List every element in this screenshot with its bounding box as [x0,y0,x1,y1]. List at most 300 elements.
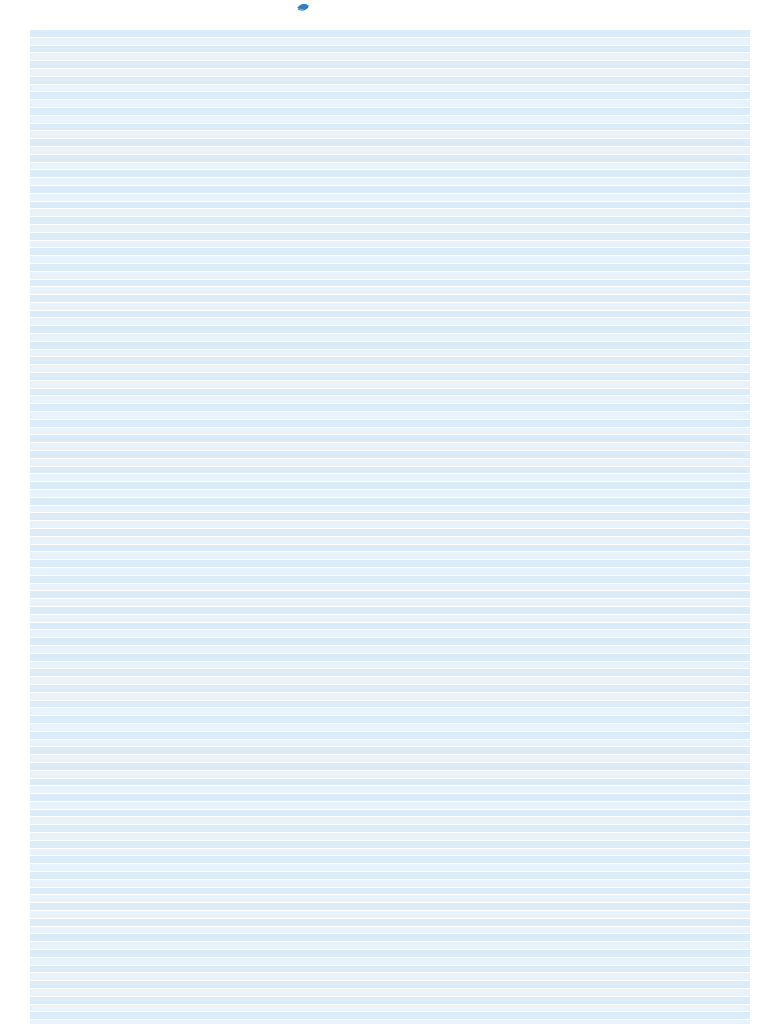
table-cell [664,420,744,427]
table-cell [664,584,744,591]
table-cell [664,264,744,271]
table-cell [36,256,236,263]
table-row [30,264,750,272]
table-cell [664,747,744,754]
table-cell [460,404,660,411]
table-cell [248,888,448,895]
table-cell [36,241,236,248]
table-row [30,623,750,631]
table-row [30,576,750,584]
table-cell [36,389,236,396]
table-row [30,428,750,436]
table-row [30,934,750,942]
table-cell [664,997,744,1004]
table-row [30,443,750,451]
table-cell [460,342,660,349]
table-row [30,685,750,693]
table-cell [36,108,236,115]
table-cell [248,607,448,614]
table-row [30,607,750,615]
table-cell [664,30,744,37]
table-cell [36,513,236,520]
table-row [30,849,750,857]
table-row [30,490,750,498]
table-row [30,584,750,592]
table-cell [460,389,660,396]
table-cell [248,248,448,255]
table-cell [248,763,448,770]
table-cell [36,404,236,411]
table-cell [460,763,660,770]
table-cell [460,927,660,934]
table-cell [460,903,660,910]
table-cell [664,459,744,466]
table-cell [460,311,660,318]
table-cell [248,241,448,248]
table-cell [664,740,744,747]
table-row [30,662,750,670]
table-cell [664,38,744,45]
table-cell [248,116,448,123]
table-cell [248,817,448,824]
table-cell [36,490,236,497]
table-cell [36,365,236,372]
table-cell [664,241,744,248]
column-header [36,23,236,30]
table-cell [36,272,236,279]
table-cell [460,794,660,801]
table-row [30,669,750,677]
table-row [30,498,750,506]
table-cell [248,350,448,357]
table-cell [664,389,744,396]
table-row [30,194,750,202]
table-row [30,833,750,841]
table-cell [460,373,660,380]
table-cell [664,973,744,980]
table-cell [36,357,236,364]
table-cell [36,638,236,645]
table-cell [460,61,660,68]
table-cell [36,202,236,209]
table-cell [248,295,448,302]
table-cell [36,1012,236,1019]
table-row [30,77,750,85]
table-row [30,459,750,467]
table-cell [460,357,660,364]
column-header [248,23,448,30]
table-row [30,856,750,864]
table-cell [248,973,448,980]
table-cell [248,225,448,232]
table-row [30,958,750,966]
table-cell [248,989,448,996]
table-row [30,170,750,178]
table-cell [36,326,236,333]
table-cell [36,958,236,965]
table-row [30,708,750,716]
table-cell [248,708,448,715]
table-row [30,178,750,186]
table-cell [36,521,236,528]
table-cell [460,264,660,271]
table-row [30,521,750,529]
table-cell [460,163,660,170]
table-cell [664,147,744,154]
table-cell [460,124,660,131]
table-cell [36,763,236,770]
table-cell [460,170,660,177]
table-cell [36,872,236,879]
table-cell [460,880,660,887]
table-cell [248,895,448,902]
table-cell [664,77,744,84]
table-row [30,864,750,872]
table-row [30,116,750,124]
table-cell [36,646,236,653]
table-cell [460,443,660,450]
table-cell [460,396,660,403]
table-cell [664,950,744,957]
table-row [30,779,750,787]
table-cell [460,708,660,715]
table-cell [248,155,448,162]
table-cell [664,451,744,458]
table-cell [36,529,236,536]
table-cell [460,623,660,630]
table-cell [664,545,744,552]
table-cell [248,69,448,76]
table-cell [248,428,448,435]
table-cell [248,373,448,380]
table-cell [460,911,660,918]
table-cell [36,318,236,325]
table-cell [248,599,448,606]
table-cell [36,225,236,232]
table-cell [248,365,448,372]
table-cell [664,170,744,177]
table-cell [664,825,744,832]
table-cell [664,732,744,739]
table-cell [36,264,236,271]
table-row [30,318,750,326]
table-cell [664,357,744,364]
statement-header [0,0,768,34]
table-cell [248,474,448,481]
table-cell [36,124,236,131]
table-row [30,108,750,116]
table-cell [460,817,660,824]
table-cell [248,911,448,918]
table-row [30,599,750,607]
table-cell [664,396,744,403]
table-cell [36,506,236,513]
table-cell [36,459,236,466]
table-cell [664,124,744,131]
table-cell [36,693,236,700]
table-cell [664,233,744,240]
table-cell [460,732,660,739]
table-cell [664,942,744,949]
table-row [30,537,750,545]
table-cell [664,280,744,287]
table-cell [664,85,744,92]
table-cell [248,100,448,107]
table-cell [36,131,236,138]
table-row [30,1012,750,1020]
table-cell [248,170,448,177]
table-cell [460,584,660,591]
table-row [30,638,750,646]
table-cell [248,404,448,411]
table-cell [248,615,448,622]
table-cell [248,287,448,294]
table-row [30,732,750,740]
table-cell [248,880,448,887]
table-cell [248,942,448,949]
table-row [30,817,750,825]
table-row [30,381,750,389]
table-cell [460,303,660,310]
table-cell [460,966,660,973]
table-cell [460,233,660,240]
table-row [30,100,750,108]
table-cell [36,350,236,357]
table-cell [460,849,660,856]
table-cell [36,880,236,887]
table-cell [248,716,448,723]
table-cell [248,131,448,138]
table-cell [460,513,660,520]
table-cell [36,1005,236,1012]
table-cell [664,311,744,318]
table-cell [664,794,744,801]
table-cell [664,155,744,162]
table-row [30,280,750,288]
table-cell [664,529,744,536]
table-row [30,233,750,241]
table-cell [36,77,236,84]
table-cell [460,825,660,832]
table-cell [248,724,448,731]
table-cell [248,833,448,840]
table-cell [460,451,660,458]
table-row [30,513,750,521]
table-cell [36,537,236,544]
table-row [30,591,750,599]
table-cell [664,92,744,99]
table-cell [664,872,744,879]
table-cell [460,786,660,793]
table-cell [664,841,744,848]
table-row [30,825,750,833]
table-cell [664,521,744,528]
table-cell [664,1005,744,1012]
table-cell [460,474,660,481]
table-cell [248,124,448,131]
table-cell [664,786,744,793]
table-cell [36,701,236,708]
table-cell [460,202,660,209]
table-row [30,435,750,443]
table-cell [36,934,236,941]
table-cell [664,217,744,224]
table-cell [36,817,236,824]
table-cell [460,630,660,637]
table-cell [36,942,236,949]
table-cell [460,186,660,193]
table-cell [460,139,660,146]
table-cell [36,1020,236,1024]
table-cell [664,771,744,778]
table-cell [664,506,744,513]
table-row [30,202,750,210]
table-cell [664,272,744,279]
table-cell [36,373,236,380]
table-cell [460,856,660,863]
table-cell [36,794,236,801]
table-cell [460,833,660,840]
table-cell [460,521,660,528]
table-cell [664,911,744,918]
table-cell [664,1020,744,1024]
table-cell [460,942,660,949]
table-row [30,506,750,514]
table-cell [36,911,236,918]
table-row [30,451,750,459]
table-cell [664,381,744,388]
table-cell [36,342,236,349]
table-header [30,23,750,30]
table-cell [664,880,744,887]
table-row [30,38,750,46]
table-cell [36,740,236,747]
table-cell [248,163,448,170]
table-cell [460,482,660,489]
table-cell [664,186,744,193]
table-cell [664,69,744,76]
table-cell [248,927,448,934]
table-cell [664,654,744,661]
table-cell [460,435,660,442]
table-cell [248,381,448,388]
table-cell [664,817,744,824]
table-row [30,677,750,685]
table-row [30,350,750,358]
table-cell [460,467,660,474]
table-cell [664,373,744,380]
table-cell [460,420,660,427]
table-cell [664,685,744,692]
table-row [30,724,750,732]
table-row [30,740,750,748]
table-cell [664,599,744,606]
table-cell [460,295,660,302]
table-cell [460,958,660,965]
table-cell [460,280,660,287]
table-cell [36,568,236,575]
table-cell [460,100,660,107]
table-cell [248,178,448,185]
table-cell [248,467,448,474]
table-cell [248,108,448,115]
table-cell [460,997,660,1004]
table-row [30,615,750,623]
table-cell [36,981,236,988]
table-cell [36,927,236,934]
table-cell [460,217,660,224]
table-cell [36,209,236,216]
table-row [30,654,750,662]
table-cell [664,287,744,294]
table-cell [36,724,236,731]
table-cell [664,61,744,68]
table-row [30,46,750,54]
table-row [30,396,750,404]
table-row [30,373,750,381]
table-cell [248,443,448,450]
table-cell [460,638,660,645]
table-cell [248,342,448,349]
table-cell [36,607,236,614]
table-cell [460,350,660,357]
table-cell [248,802,448,809]
table-row [30,771,750,779]
table-cell [248,1005,448,1012]
table-cell [248,591,448,598]
table-cell [36,669,236,676]
table-cell [664,864,744,871]
table-row [30,989,750,997]
table-row [30,467,750,475]
table-cell [664,623,744,630]
table-cell [664,708,744,715]
table-row [30,903,750,911]
table-cell [36,38,236,45]
table-row [30,919,750,927]
table-row [30,30,750,38]
table-cell [36,217,236,224]
table-cell [664,256,744,263]
table-cell [248,646,448,653]
table-row [30,786,750,794]
table-cell [36,584,236,591]
table-cell [248,53,448,60]
table-cell [664,443,744,450]
table-row [30,568,750,576]
table-cell [248,529,448,536]
table-cell [664,225,744,232]
table-cell [36,467,236,474]
table-cell [36,576,236,583]
table-cell [664,903,744,910]
table-row [30,357,750,365]
table-row [30,287,750,295]
table-cell [36,178,236,185]
table-row [30,1005,750,1013]
table-cell [36,435,236,442]
table-cell [36,53,236,60]
table-cell [460,662,660,669]
table-cell [664,779,744,786]
table-cell [460,576,660,583]
table-cell [460,872,660,879]
table-cell [36,303,236,310]
table-cell [460,381,660,388]
table-cell [36,662,236,669]
table-row [30,810,750,818]
table-cell [248,311,448,318]
